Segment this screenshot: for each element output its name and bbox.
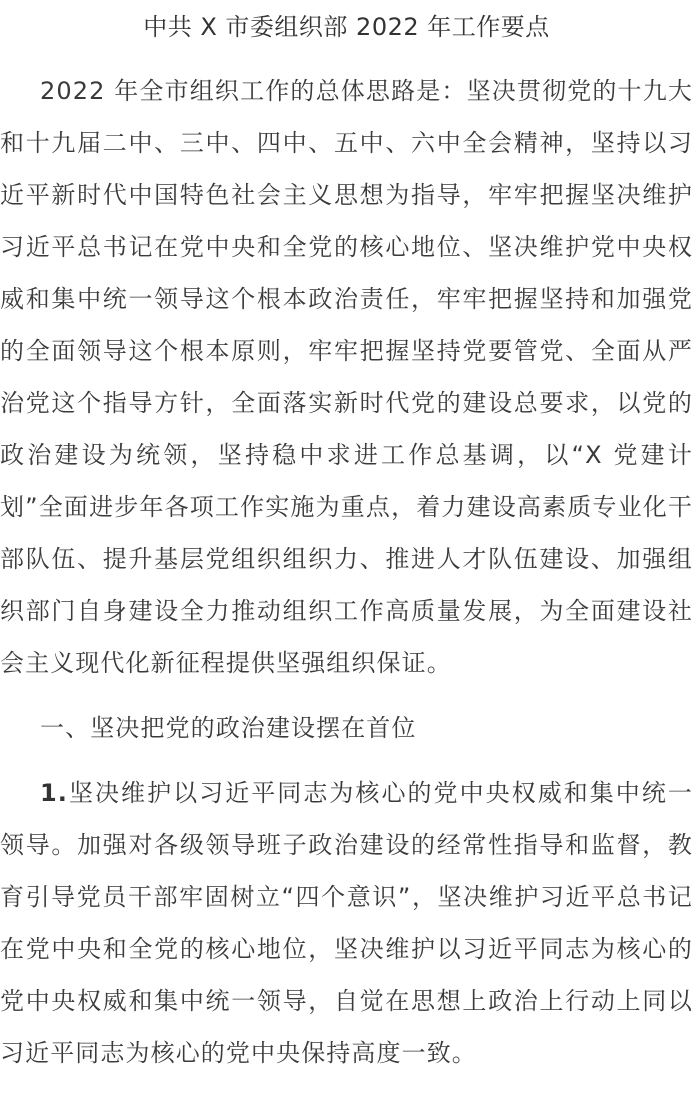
section-1-heading: 一、坚决把党的政治建设摆在首位 [40,714,417,742]
document-title: 中共 X 市委组织部 2022 年工作要点 [143,13,550,41]
item-1-number: 1. [40,779,69,807]
item-1-text: 坚决维护以习近平同志为核心的党中央权威和集中统一领导。加强对各级领导班子政治建设的经常性指导和监督，教育引导党员干部牢固树立“四个意识”，坚决维护习近平总书记在党中央和全党的核心地位，坚决维护以习近平同志为核心的党中央权威和集中统一领导，自觉在思想上政治上行动上同以习近平同志为核心的党中央保持高度一致。 [0,779,693,1067]
item-1-paragraph [0,767,693,1079]
intro-paragraph: 2022 年全市组织工作的总体思路是：坚决贯彻党的十九大和十九届二中、三中、四中、五中、六中全会精神，坚持以习近平新时代中国特色社会主义思想为指导，牢牢把握坚决维护习近平总书记在党中央和全党的核心地位、坚决维护党中央权威和集中统一领导这个根本政治责任，牢牢把握坚持和加强党的全面领导这个根本原则，牢牢把握坚持党要管党、全面从严治党这个指导方针，全面落实新时代党的建设总要求，以党的政治建设为统领，坚持稳中求进工作总基调，以“X 党建计划”全面进步年各项工作实施为重点，着力建设高素质专业化干部队伍、提升基层党组织组织力、推进人才队伍建设、加强组织部门自身建设全力推动组织工作高质量发展，为全面建设社会主义现代化新征程提供坚强组织保证。 [0,77,693,677]
